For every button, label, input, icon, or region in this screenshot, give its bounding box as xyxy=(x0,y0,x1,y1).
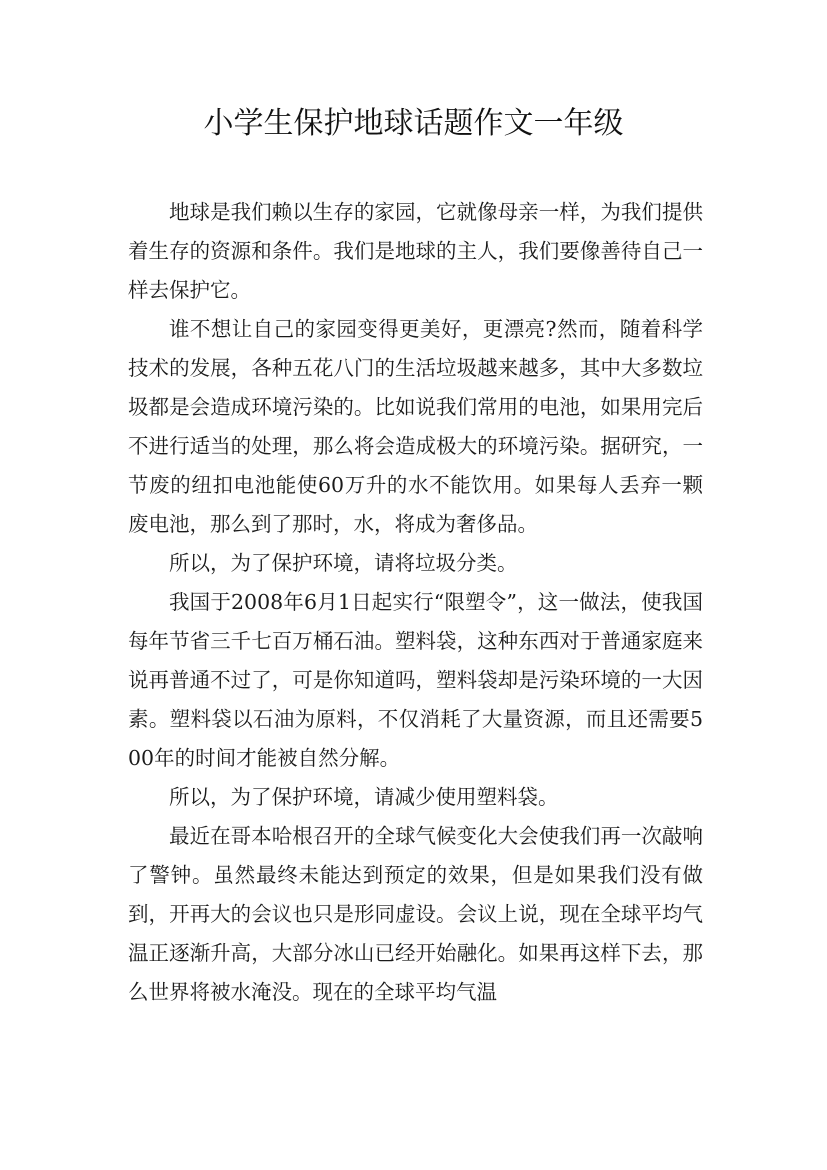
document-title: 小学生保护地球话题作文一年级 xyxy=(203,106,624,141)
paragraph: 所以，为了保护环境，请减少使用塑料袋。 xyxy=(169,785,559,809)
document-body xyxy=(128,193,703,1012)
paragraph: 我国于2008年6月1日起实行“限塑令”，这一做法，使我国每年节省三千七百万桶石油。塑料袋，这种东西对于普通家庭来说再普通不过了，可是你知道吗，塑料袋却是污染环境的一大因素。塑料袋以石油为原料，不仅消耗了大量资源，而且还需要500年的时间才能被自然分解。 xyxy=(128,590,703,770)
paragraph: 最近在哥本哈根召开的全球气候变化大会使我们再一次敲响了警钟。虽然最终未能达到预定的效果，但是如果我们没有做到，开再大的会议也只是形同虚设。会议上说，现在全球平均气温正逐渐升高，大部分冰山已经开始融化。如果再这样下去，那么世界将被水淹没。现在的全球平均气温 xyxy=(128,824,703,1004)
paragraph: 地球是我们赖以生存的家园，它就像母亲一样，为我们提供着生存的资源和条件。我们是地球的主人，我们要像善待自己一样去保护它。 xyxy=(128,200,703,302)
paragraph: 谁不想让自己的家园变得更美好，更漂亮?然而，随着科学技术的发展，各种五花八门的生活垃圾越来越多，其中大多数垃圾都是会造成环境污染的。比如说我们常用的电池，如果用完后不进行适当的处理，那么将会造成极大的环境污染。据研究，一节废的纽扣电池能使60万升的水不能饮用。如果每人丢弃一颗废电池，那么到了那时，水，将成为奢侈品。 xyxy=(128,317,703,536)
paragraph: 所以，为了保护环境，请将垃圾分类。 xyxy=(169,551,518,575)
